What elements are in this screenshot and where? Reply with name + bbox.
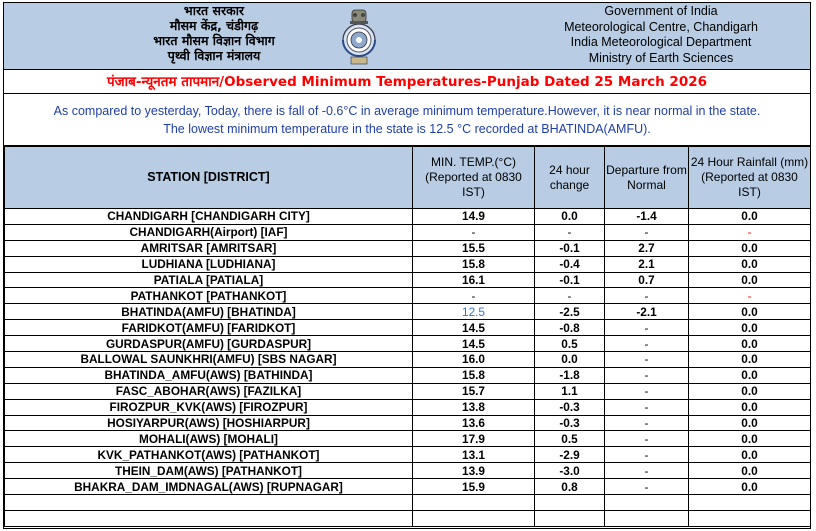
- table-row: [5, 479, 811, 495]
- change-cell: -0.4: [535, 256, 605, 272]
- english-line-2: Meteorological Centre, Chandigarh: [564, 19, 758, 34]
- rainfall-cell: 0.0: [689, 352, 811, 368]
- min-temp-cell: 13.9: [413, 463, 535, 479]
- rainfall-cell: 0.0: [689, 256, 811, 272]
- table-row: [5, 288, 811, 304]
- change-cell: -2.5: [535, 304, 605, 320]
- table-row: [5, 304, 811, 320]
- rainfall-cell: 0.0: [689, 240, 811, 256]
- rainfall-cell: -: [689, 224, 811, 240]
- change-cell: -1.8: [535, 367, 605, 383]
- change-cell: 0.8: [535, 479, 605, 495]
- table-row: [5, 336, 811, 352]
- departure-cell: [605, 510, 689, 526]
- col-header-24h-change: 24 hour change: [535, 147, 605, 209]
- station-cell: BALLOWAL SAUNKHRI(AMFU) [SBS NAGAR]: [5, 352, 413, 368]
- change-cell: -2.9: [535, 447, 605, 463]
- departure-cell: 2.7: [605, 240, 689, 256]
- station-cell: PATHANKOT [PATHANKOT]: [5, 288, 413, 304]
- change-cell: -3.0: [535, 463, 605, 479]
- min-temp-cell: -: [413, 288, 535, 304]
- min-temp-cell: 15.8: [413, 367, 535, 383]
- change-cell: -0.3: [535, 415, 605, 431]
- station-cell: BHATINDA(AMFU) [BHATINDA]: [5, 304, 413, 320]
- rainfall-cell: 0.0: [689, 399, 811, 415]
- departure-cell: -: [605, 367, 689, 383]
- government-emblem-icon: [337, 6, 381, 68]
- english-line-3: India Meteorological Department: [570, 35, 752, 49]
- summary-block: [4, 94, 810, 146]
- table-row: [5, 415, 811, 431]
- table-row: [5, 463, 811, 479]
- station-cell: GURDASPUR(AMFU) [GURDASPUR]: [5, 336, 413, 352]
- col-header-min-temp: MIN. TEMP.(°C) (Reported at 0830 IST): [413, 147, 535, 209]
- english-org-names: [526, 4, 796, 66]
- table-row: [5, 224, 811, 240]
- rainfall-cell: [689, 495, 811, 511]
- station-cell: FASC_ABOHAR(AWS) [FAZILKA]: [5, 383, 413, 399]
- table-header-row: [5, 147, 811, 209]
- change-cell: -0.8: [535, 320, 605, 336]
- rainfall-cell: 0.0: [689, 431, 811, 447]
- change-cell: 0.0: [535, 352, 605, 368]
- station-cell: BHATINDA_AMFU(AWS) [BATHINDA]: [5, 367, 413, 383]
- col-header-station: STATION [DISTRICT]: [5, 147, 413, 209]
- min-temp-cell: -: [413, 224, 535, 240]
- min-temp-cell: 12.5: [413, 304, 535, 320]
- col-header-rainfall: 24 Hour Rainfall (mm) (Reported at 0830 IST): [689, 147, 811, 209]
- summary-line-2: The lowest minimum temperature in the state is 12.5 °C recorded at BHATINDA(AMFU).: [163, 122, 651, 136]
- change-cell: 0.5: [535, 336, 605, 352]
- departure-cell: -: [605, 224, 689, 240]
- min-temp-cell: 15.5: [413, 240, 535, 256]
- change-cell: [535, 510, 605, 526]
- rainfall-cell: 0.0: [689, 383, 811, 399]
- rainfall-cell: 0.0: [689, 415, 811, 431]
- station-cell: LUDHIANA [LUDHIANA]: [5, 256, 413, 272]
- rainfall-cell: 0.0: [689, 304, 811, 320]
- min-temp-cell: [413, 510, 535, 526]
- min-temp-cell: 16.1: [413, 272, 535, 288]
- departure-cell: 2.1: [605, 256, 689, 272]
- summary-line-1: As compared to yesterday, Today, there is fall of -0.6°C in average minimum temperature.However, it is near normal in the state.: [53, 104, 761, 118]
- min-temp-cell: 14.5: [413, 336, 535, 352]
- rainfall-cell: 0.0: [689, 367, 811, 383]
- report-title: पंजाब-न्यूनतम तापमान/Observed Minimum Temperatures-Punjab Dated 25 March 2026: [107, 74, 707, 90]
- temperature-table: [4, 146, 811, 527]
- table-row: [5, 383, 811, 399]
- min-temp-cell: 15.8: [413, 256, 535, 272]
- station-cell: KVK_PATHANKOT(AWS) [PATHANKOT]: [5, 447, 413, 463]
- table-row: [5, 256, 811, 272]
- departure-cell: -: [605, 463, 689, 479]
- table-row: [5, 399, 811, 415]
- hindi-line-4: पृथ्वी विज्ञान मंत्रालय: [167, 48, 261, 63]
- table-row: [5, 367, 811, 383]
- change-cell: -: [535, 224, 605, 240]
- rainfall-cell: 0.0: [689, 463, 811, 479]
- english-line-1: Government of India: [604, 4, 718, 18]
- report-title-row: [4, 70, 810, 94]
- col-header-departure: Departure from Normal: [605, 147, 689, 209]
- min-temp-cell: 13.6: [413, 415, 535, 431]
- station-cell: AMRITSAR [AMRITSAR]: [5, 240, 413, 256]
- station-cell: HOSIYARPUR(AWS) [HOSHIARPUR]: [5, 415, 413, 431]
- change-cell: [535, 495, 605, 511]
- min-temp-cell: 15.7: [413, 383, 535, 399]
- rainfall-cell: 0.0: [689, 336, 811, 352]
- min-temp-cell: 17.9: [413, 431, 535, 447]
- station-cell: THEIN_DAM(AWS) [PATHANKOT]: [5, 463, 413, 479]
- departure-cell: -1.4: [605, 209, 689, 225]
- departure-cell: -: [605, 415, 689, 431]
- table-row: [5, 510, 811, 526]
- change-cell: -0.3: [535, 399, 605, 415]
- rainfall-cell: 0.0: [689, 272, 811, 288]
- change-cell: -0.1: [535, 272, 605, 288]
- change-cell: -: [535, 288, 605, 304]
- departure-cell: -: [605, 431, 689, 447]
- hindi-line-3: भारत मौसम विज्ञान विभाग: [153, 33, 275, 48]
- change-cell: -0.1: [535, 240, 605, 256]
- table-row: [5, 272, 811, 288]
- departure-cell: -: [605, 399, 689, 415]
- rainfall-cell: 0.0: [689, 447, 811, 463]
- departure-cell: -: [605, 288, 689, 304]
- station-cell: FIROZPUR_KVK(AWS) [FIROZPUR]: [5, 399, 413, 415]
- table-row: [5, 431, 811, 447]
- rainfall-cell: 0.0: [689, 320, 811, 336]
- table-row: [5, 447, 811, 463]
- min-temp-cell: 14.5: [413, 320, 535, 336]
- table-row: [5, 352, 811, 368]
- change-cell: 0.5: [535, 431, 605, 447]
- table-row: [5, 240, 811, 256]
- departure-cell: -2.1: [605, 304, 689, 320]
- departure-cell: -: [605, 447, 689, 463]
- rainfall-cell: 0.0: [689, 479, 811, 495]
- station-cell: CHANDIGARH [CHANDIGARH CITY]: [5, 209, 413, 225]
- station-cell: [5, 495, 413, 511]
- table-body: [5, 209, 811, 527]
- departure-cell: [605, 495, 689, 511]
- min-temp-cell: 13.8: [413, 399, 535, 415]
- departure-cell: -: [605, 320, 689, 336]
- table-row: [5, 495, 811, 511]
- min-temp-cell: [413, 495, 535, 511]
- hindi-org-names: [64, 3, 364, 63]
- hindi-line-2: मौसम केंद्र, चंडीगढ़: [169, 18, 259, 33]
- station-cell: BHAKRA_DAM_IMDNAGAL(AWS) [RUPNAGAR]: [5, 479, 413, 495]
- station-cell: FARIDKOT(AMFU) [FARIDKOT]: [5, 320, 413, 336]
- min-temp-cell: 15.9: [413, 479, 535, 495]
- departure-cell: 0.7: [605, 272, 689, 288]
- change-cell: 1.1: [535, 383, 605, 399]
- rainfall-cell: [689, 510, 811, 526]
- min-temp-cell: 13.1: [413, 447, 535, 463]
- min-temp-cell: 14.9: [413, 209, 535, 225]
- departure-cell: -: [605, 383, 689, 399]
- table-row: [5, 209, 811, 225]
- english-line-4: Ministry of Earth Sciences: [588, 50, 734, 65]
- station-cell: CHANDIGARH(Airport) [IAF]: [5, 224, 413, 240]
- departure-cell: -: [605, 479, 689, 495]
- station-cell: [5, 510, 413, 526]
- rainfall-cell: 0.0: [689, 209, 811, 225]
- table-row: [5, 320, 811, 336]
- departure-cell: -: [605, 352, 689, 368]
- station-cell: MOHALI(AWS) [MOHALI]: [5, 431, 413, 447]
- rainfall-cell: -: [689, 288, 811, 304]
- departure-cell: -: [605, 336, 689, 352]
- change-cell: 0.0: [535, 209, 605, 225]
- station-cell: PATIALA [PATIALA]: [5, 272, 413, 288]
- min-temp-cell: 16.0: [413, 352, 535, 368]
- hindi-line-1: भारत सरकार: [183, 3, 245, 18]
- page-header: [4, 3, 810, 70]
